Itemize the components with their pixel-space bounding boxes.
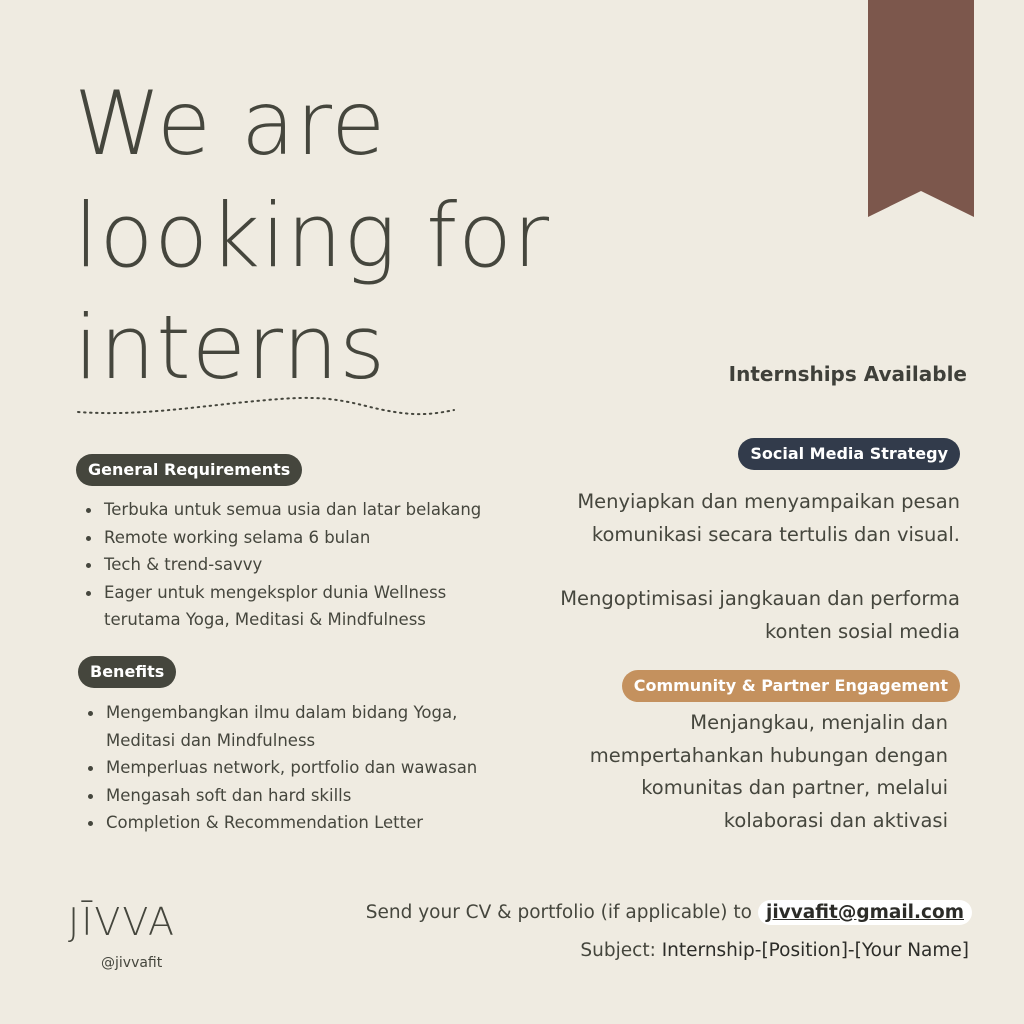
list-item: Terbuka untuk semua usia dan latar belakang — [82, 496, 522, 524]
community-engagement-desc: Menjangkau, menjalin dan mempertahankan hubungan dengan komunitas dan partner, melalui kolaborasi dan aktivasi — [589, 711, 948, 832]
svg-text:JĪVVA: JĪVVA — [68, 900, 176, 943]
cv-instruction — [366, 900, 972, 925]
headline-line-3: interns — [74, 296, 387, 399]
social-media-strategy-badge: Social Media Strategy — [738, 438, 960, 470]
list-item: Memperluas network, portfolio dan wawasan — [84, 754, 524, 782]
subject-label: Subject: — [580, 940, 656, 961]
community-engagement-badge: Community & Partner Engagement — [622, 670, 960, 702]
bookmark-ribbon — [868, 0, 974, 217]
headline — [74, 68, 674, 404]
list-item: Mengasah soft dan hard skills — [84, 782, 524, 810]
list-item: Completion & Recommendation Letter — [84, 809, 524, 837]
dotted-wave-divider — [76, 390, 456, 424]
general-requirements-list — [82, 496, 522, 634]
list-item: Mengembangkan ilmu dalam bidang Yoga, Meditasi dan Mindfulness — [84, 699, 474, 754]
general-requirements-badge: General Requirements — [76, 454, 302, 486]
cv-instruction-text: Send your CV & portfolio (if applicable) to — [365, 902, 752, 923]
social-media-desc-1: Menyiapkan dan menyampaikan pesan komunikasi secara tertulis dan visual. — [577, 490, 960, 546]
benefits-list — [84, 699, 524, 837]
list-item: Tech & trend-savvy — [82, 551, 522, 579]
headline-line-2: looking for — [74, 184, 551, 287]
list-item: Eager untuk mengeksplor dunia Wellness terutama Yoga, Meditasi & Mindfulness — [82, 579, 462, 634]
list-item: Remote working selama 6 bulan — [82, 524, 522, 552]
email-link[interactable]: jivvafit@gmail.com — [758, 900, 972, 925]
jivva-logo — [66, 893, 198, 943]
subject-line — [580, 940, 969, 961]
internships-title: Internships Available — [728, 362, 967, 386]
social-media-desc-2: Mengoptimisasi jangkauan dan performa konten sosial media — [560, 587, 960, 643]
subject-value: Internship-[Position]-[Your Name] — [661, 940, 969, 961]
benefits-badge: Benefits — [78, 656, 176, 688]
headline-line-1: We are — [74, 72, 387, 175]
instagram-handle: @jivvafit — [101, 955, 163, 971]
